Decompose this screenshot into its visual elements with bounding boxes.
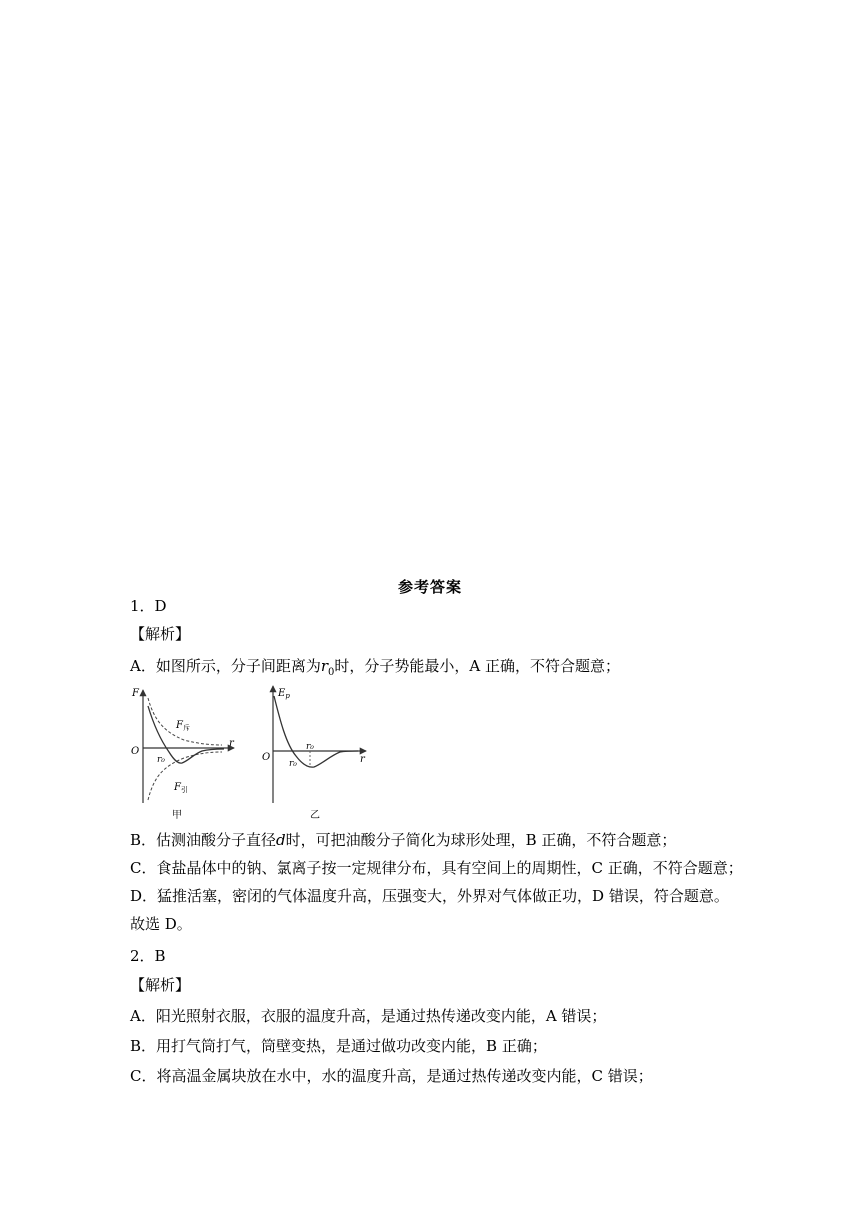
jia-repulsion-sub: 斥 (182, 724, 190, 732)
q2-answer: 2．B (130, 947, 166, 965)
q1-option-a-post: 时，分子势能最小，A 正确，不符合题意； (334, 657, 620, 675)
q1-conclusion: 故选 D。 (130, 915, 192, 933)
jia-caption: 甲 (172, 810, 182, 821)
q1-answer: 1．D (130, 597, 167, 615)
q1-option-b-post: 时，可把油酸分子简化为球形处理，B 正确，不符合题意； (285, 831, 677, 849)
jia-repulsion-letter: F (176, 720, 183, 731)
yi-potential-curve (274, 696, 358, 767)
jia-attraction-sub: 引 (180, 786, 188, 794)
yi-y-letter: E (278, 688, 286, 699)
jia-origin: O (131, 746, 140, 757)
yi-x-label: r (360, 754, 365, 765)
q1-option-a-pre: A．如图所示，分子间距离为 (130, 657, 321, 675)
q1-option-b (130, 830, 676, 850)
q1-option-a-sub: 0 (328, 667, 335, 678)
yi-origin: O (262, 752, 271, 763)
jia-repulsion-curve (148, 698, 222, 745)
yi-y-sub: p (285, 692, 290, 700)
q1-option-a-var: r (320, 657, 329, 675)
q2-option-b: B．用打气筒打气，筒壁变热，是通过做功改变内能，B 正确； (130, 1037, 547, 1055)
q2-analysis-label: 【解析】 (130, 976, 191, 994)
q2-option-a: A．阳光照射衣服，衣服的温度升高，是通过热传递改变内能，A 错误； (130, 1007, 607, 1025)
jia-r0: r₀ (157, 755, 165, 765)
molecular-force-figures (124, 680, 384, 825)
q1-option-b-pre: B．估测油酸分子直径 (130, 831, 277, 849)
q1-option-b-var: d (276, 831, 286, 849)
yi-r0-top: r₀ (306, 742, 314, 752)
jia-x-label: r (229, 738, 234, 749)
q1-option-d: D．猛推活塞，密闭的气体温度升高，压强变大，外界对气体做正功，D 错误，符合题意。 (130, 887, 729, 905)
yi-caption: 乙 (310, 810, 320, 821)
yi-r0-bottom: r₀ (289, 759, 297, 769)
q1-analysis-label: 【解析】 (130, 625, 191, 643)
jia-repulsion-label (175, 720, 190, 732)
q1-option-a (130, 656, 620, 683)
yi-y-label (277, 688, 290, 700)
jia-attraction-letter: F (174, 782, 181, 793)
jia-y-label: F (132, 688, 139, 699)
figure-yi (262, 686, 366, 821)
q2-option-c: C．将高温金属块放在水中，水的温度升高，是通过热传递改变内能，C 错误； (130, 1067, 653, 1085)
q1-option-c: C．食盐晶体中的钠、氯离子按一定规律分布，具有空间上的周期性，C 正确，不符合题意； (130, 859, 743, 877)
figure-jia (131, 688, 235, 821)
jia-attraction-label (173, 782, 188, 794)
section-title: 参考答案 (397, 578, 462, 596)
